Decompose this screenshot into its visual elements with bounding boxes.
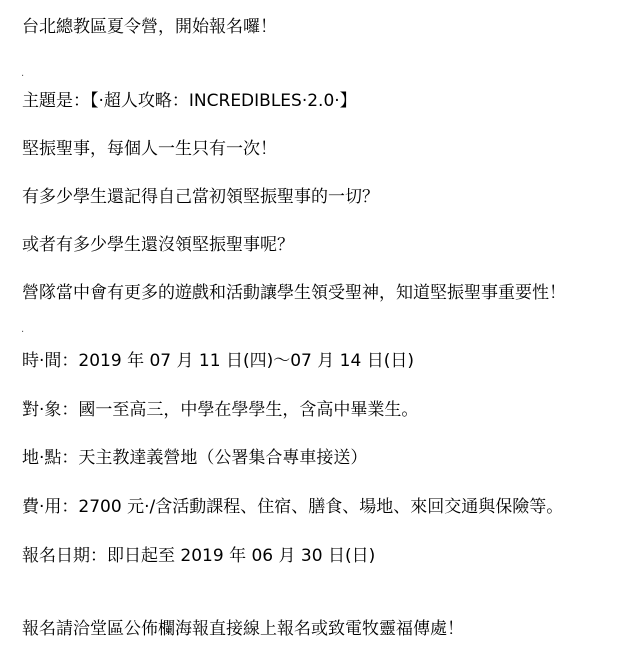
doc-line-remember-question: 有多少學生還記得自己當初領堅振聖事的一切？ bbox=[22, 187, 379, 207]
doc-line-location: 地‧點：天主教達義營地（公署集合專車接送） bbox=[22, 448, 368, 468]
doc-line-camp-activities: 營隊當中會有更多的遊戲和活動讓學生領受聖神，知道堅振聖事重要性！ bbox=[22, 283, 566, 303]
doc-line-not-yet-question: 或者有多少學生還沒領堅振聖事呢？ bbox=[22, 235, 294, 255]
doc-line-time: 時‧間：2019 年 07 月 11 日(四)～07 月 14 日(日) bbox=[22, 351, 414, 371]
paragraph-mark-icon: · bbox=[21, 327, 25, 338]
doc-line-audience: 對‧象：國一至高三，中學在學學生，含高中畢業生。 bbox=[22, 400, 419, 420]
doc-line-confirmation-once: 堅振聖事，每個人一生只有一次！ bbox=[22, 139, 277, 159]
paragraph-mark-icon: · bbox=[21, 71, 25, 82]
doc-line-registration-contact: 報名請洽堂區公佈欄海報直接線上報名或致電牧靈福傳處！ bbox=[22, 619, 464, 639]
doc-line-registration-date: 報名日期：即日起至 2019 年 06 月 30 日(日) bbox=[22, 546, 376, 566]
doc-line-fee: 費‧用：2700 元‧/含活動課程、住宿、膳食、場地、來回交通與保險等。 bbox=[22, 497, 564, 517]
doc-line-theme: 主題是：【‧超人攻略：INCREDIBLES‧2.0‧】 bbox=[22, 91, 357, 111]
doc-line-announcement: 台北總教區夏令營，開始報名囉！ bbox=[22, 17, 277, 37]
